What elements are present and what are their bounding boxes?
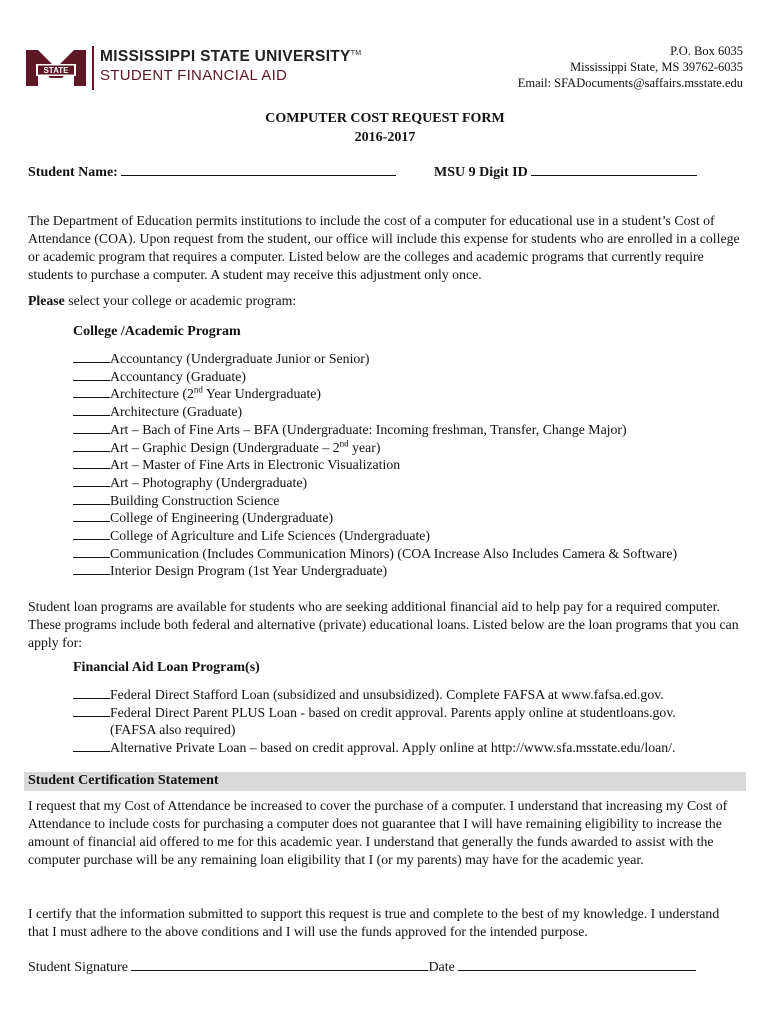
please-rest: select your college or academic program: [64,293,297,308]
checkbox-blank[interactable] [73,527,110,540]
trademark-symbol: TM [350,49,362,57]
certification-paragraph-1: I request that my Cost of Attendance be increased to cover the purchase of a computer. I understand that increasing my Cost of Attendance to include costs for purchasing a computer does not guarantee that I will have remaining eligibility to increase the amount of financial aid offered to me for this academic year. I understand that generally the funds awarded to assist with the computer purchase will be any remaining loan eligibility that I (or my parents) may have for the academic year. [28,798,728,867]
checkbox-blank[interactable] [73,368,110,381]
list-item-label: Art – Graphic Design (Undergraduate – 2nd year) [110,437,381,455]
checkbox-blank[interactable] [73,474,110,487]
student-name-label: Student Name: [28,165,122,180]
msu-id-field [434,162,697,181]
list-item-continuation: (FAFSA also required) [110,722,236,738]
mailing-address [518,43,743,91]
list-item: Accountancy (Graduate) [73,368,753,386]
university-name: MISSISSIPPI STATE UNIVERSITY™ [100,48,362,65]
checkbox-blank[interactable] [73,492,110,505]
certification-header-bar [24,772,746,791]
list-item: Interior Design Program (1st Year Undergraduate) [73,562,753,580]
list-item: College of Agriculture and Life Sciences (Undergraduate) [73,527,753,545]
logo-state-text: STATE [43,66,69,75]
please-bold: Please [28,293,65,308]
list-item: Art – Photography (Undergraduate) [73,474,753,492]
checkbox-blank[interactable] [73,439,110,452]
list-item: Art – Bach of Fine Arts – BFA (Undergraduate: Incoming freshman, Transfer, Change Major) [73,421,753,439]
student-name-field [28,162,396,181]
msu-id-label: MSU 9 Digit ID [434,165,532,180]
program-heading: College /Academic Program [73,324,241,339]
msu-m-logo-icon [24,44,88,92]
program-list [73,350,753,580]
list-item: College of Engineering (Undergraduate) [73,509,753,527]
list-item-label: Architecture (2nd Year Undergraduate) [110,384,322,402]
msu-id-blank[interactable] [531,162,697,176]
checkbox-blank[interactable] [73,686,110,699]
checkbox-blank[interactable] [73,403,110,416]
select-instruction [28,292,740,310]
list-item: Federal Direct Parent PLUS Loan - based on credit approval. Parents apply online at studentloans.gov. [73,704,753,722]
student-name-blank[interactable] [121,162,396,176]
address-city: Mississippi State, MS 39762-6035 [570,60,743,74]
list-item: Communication (Includes Communication Minors) (COA Increase Also Includes Camera & Software) [73,545,753,563]
list-item: Alternative Private Loan – based on credit approval. Apply online at http://www.sfa.msstate.edu/loan/. [73,739,753,757]
loans-intro-paragraph: Student loan programs are available for students who are seeking additional financial aid to help pay for a required computer. These programs include both federal and alternative (private) educational loans. Listed below are the loan programs that you can apply for: [28,599,739,650]
checkbox-blank[interactable] [73,739,110,752]
date-blank[interactable] [458,957,696,971]
list-item: Accountancy (Undergraduate Junior or Senior) [73,350,753,368]
certification-title: Student Certification Statement [28,773,219,788]
list-item: Federal Direct Stafford Loan (subsidized and unsubsidized). Complete FAFSA at www.fafsa.ed.gov. [73,686,753,704]
intro-paragraph: The Department of Education permits institutions to include the cost of a computer for educational use in a student’s Cost of Attendance (COA). Upon request from the student, our office will include this expense for students who are enrolled in a college or academic program that requires a computer. Listed below are the colleges and academic programs that currently require students to purchase a computer. A student may receive this adjustment only once. [28,213,740,282]
checkbox-blank[interactable] [73,562,110,575]
logo-divider [92,46,94,90]
loan-heading: Financial Aid Loan Program(s) [73,660,260,675]
list-item: Building Construction Science [73,492,753,510]
loan-list [73,686,753,757]
department-name: STUDENT FINANCIAL AID [100,67,288,84]
ordinal-suffix: nd [339,437,349,448]
date-label: Date [428,960,459,975]
signature-row [28,957,696,976]
list-item [73,385,753,403]
list-item: Architecture (Graduate) [73,403,753,421]
checkbox-blank[interactable] [73,421,110,434]
certification-paragraph-2: I certify that the information submitted to support this request is true and complete to the best of my knowledge. I understand that I must adhere to the above conditions and I will use the funds approved for the intended purpose. [28,906,720,939]
address-po-box: P.O. Box 6035 [670,44,743,58]
list-item: Art – Master of Fine Arts in Electronic Visualization [73,456,753,474]
signature-label: Student Signature [28,960,132,975]
checkbox-blank[interactable] [73,704,110,717]
checkbox-blank[interactable] [73,545,110,558]
checkbox-blank[interactable] [73,509,110,522]
form-year: 2016-2017 [354,130,416,145]
list-item [73,439,753,457]
checkbox-blank[interactable] [73,385,110,398]
form-title: COMPUTER COST REQUEST FORM [265,111,505,126]
checkbox-blank[interactable] [73,350,110,363]
checkbox-blank[interactable] [73,456,110,469]
ordinal-suffix: nd [193,384,203,395]
msu-logo [24,44,362,92]
signature-blank[interactable] [131,957,428,971]
address-email: Email: SFADocuments@saffairs.msstate.edu [517,76,743,90]
